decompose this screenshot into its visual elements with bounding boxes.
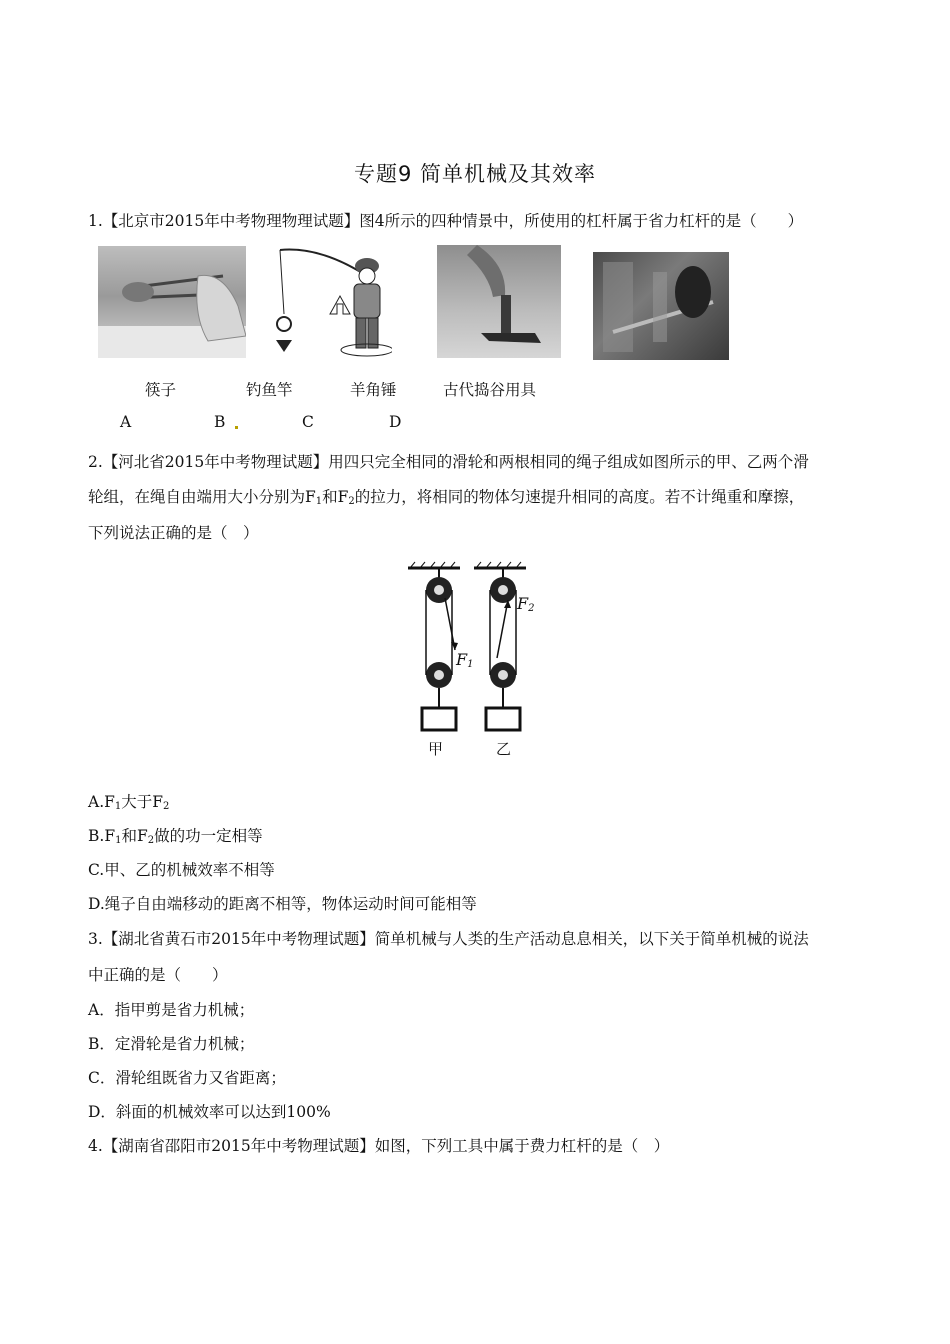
- option-letter-b: B: [214, 413, 226, 431]
- q3-option-c: C．滑轮组既省力又省距离；: [88, 1069, 286, 1087]
- grain-pounding-tool-image: [593, 252, 729, 360]
- q2-option-d: D.绳子自由端移动的距离不相等，物体运动时间可能相等: [88, 895, 477, 913]
- q3-stem-line1: 3.【湖北省黄石市2015年中考物理试题】简单机械与人类的生产活动息息相关，以下关于简单机械的说法: [88, 930, 809, 948]
- q2-option-c: C.甲、乙的机械效率不相等: [88, 861, 275, 879]
- force-f1-label: $F_1$: [456, 650, 474, 670]
- caption-claw-hammer: 羊角锤: [350, 381, 397, 399]
- q3-stem-line2: 中正确的是（ ）: [88, 966, 228, 984]
- q1-stem: 1.【北京市2015年中考物理物理试题】图4所示的四种情景中，所使用的杠杆属于省力杠杆的是（ ）: [88, 212, 804, 230]
- force-f2-label: $F_2$: [517, 594, 535, 614]
- fishing-rod-image: [262, 244, 392, 362]
- option-letter-d: D: [389, 413, 402, 431]
- option-letter-c: C: [302, 413, 314, 431]
- caption-grain-tool: 古代捣谷用具: [443, 381, 537, 399]
- claw-hammer-image: [437, 245, 561, 358]
- q2-option-b: $B.F_1$和$F_2$做的功一定相等: [88, 827, 263, 846]
- q2-stem-line2: 轮组，在绳自由端用大小分别为$F_1$和$F_2$的拉力，将相同的物体匀速提升相同的高度。若不计绳重和摩擦，: [88, 488, 805, 507]
- grain-tool-drawing: [593, 252, 729, 360]
- option-letter-a: A: [120, 413, 132, 431]
- q2-option-a: $A.F_1$大于$F_2$: [88, 793, 170, 812]
- chopsticks-drawing: [98, 246, 246, 358]
- pulley-figure: [400, 558, 550, 758]
- q2-stem-line1: 2.【河北省2015年中考物理试题】用四只完全相同的滑轮和两根相同的绳子组成如图所示的甲、乙两个滑: [88, 453, 809, 471]
- fisherman-drawing: [262, 244, 392, 362]
- yellow-dot: [235, 426, 238, 429]
- caption-fishing-rod: 钓鱼竿: [246, 381, 293, 399]
- q3-option-b: B．定滑轮是省力机械；: [88, 1035, 255, 1053]
- chopsticks-image: [98, 246, 246, 358]
- q3-option-a: A．指甲剪是省力机械；: [88, 1001, 255, 1019]
- page-title: 专题9 简单机械及其效率: [353, 162, 597, 186]
- label-jia: 甲: [428, 740, 444, 758]
- q3-option-d: D．斜面的机械效率可以达到100%: [88, 1103, 331, 1121]
- q4-stem: 4.【湖南省邵阳市2015年中考物理试题】如图，下列工具中属于费力杠杆的是（ ）: [88, 1137, 670, 1155]
- caption-chopsticks: 筷子: [145, 381, 177, 399]
- hammer-drawing: [437, 245, 561, 358]
- label-yi: 乙: [496, 740, 512, 758]
- q2-stem-line3: 下列说法正确的是（ ）: [88, 524, 259, 542]
- pulley-diagram: [400, 558, 550, 758]
